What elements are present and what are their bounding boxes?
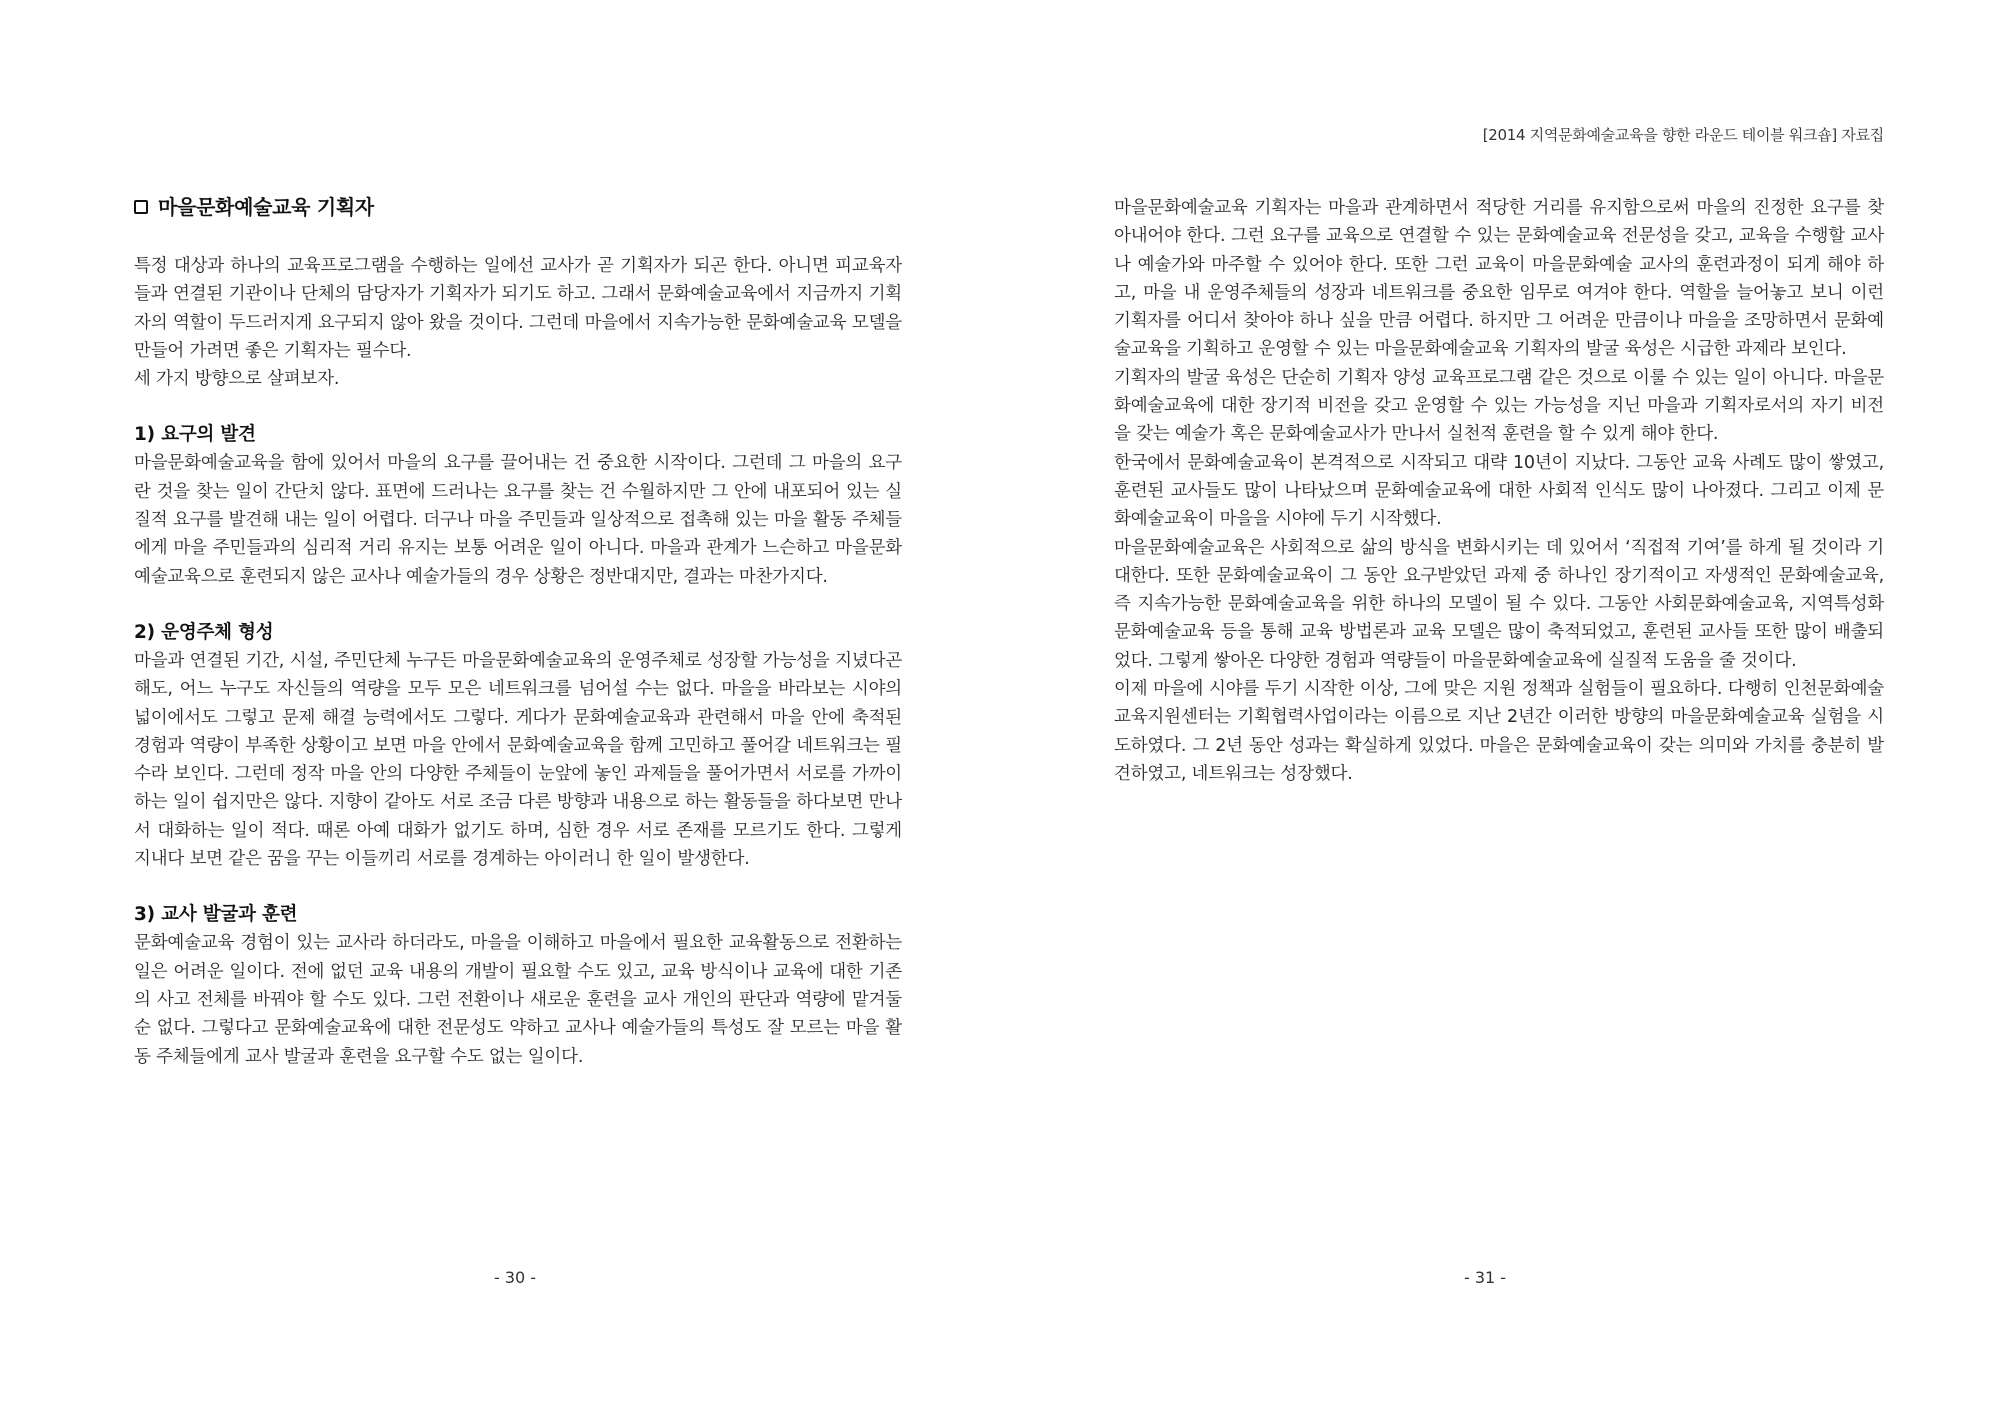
subsection-heading-demand-discovery: 1) 요구의 발견 [134, 424, 256, 446]
body-paragraph: 기획자의 발굴 육성은 단순히 기획자 양성 교육프로그램 같은 것으로 이룰 수 있는 일이 아니다. 마을문화예술교육에 대한 장기적 비전을 갖고 운영할 수 있는 가능성을 지닌 마을과 기획자로서의 자기 비전을 갖는 예술가 혹은 문화예술교사가 만나서 실천적 훈련을 할 수 있게 해야 한다. [1114, 367, 1884, 445]
intro-paragraph: 세 가지 방향으로 살펴보자. [134, 369, 340, 390]
subsection-body-demand-discovery: 마을문화예술교육을 함에 있어서 마을의 요구를 끌어내는 건 중요한 시작이다. 그런데 그 마을의 요구란 것을 찾는 일이 간단치 않다. 표면에 드러나는 요구를 찾는 건 수월하지만 그 안에 내포되어 있는 실질적 요구를 발견해 내는 일이 어렵다. 더구나 마을 주민들과 일상적으로 접촉해 있는 마을 활동 주체들에게 마을 주민들과의 심리적 거리 유지는 보통 어려운 일이 아니다. 마을과 관계가 느슨하고 마을문화예술교육으로 훈련되지 않은 교사나 예술가들의 경우 상황은 정반대지만, 결과는 마찬가지다. [134, 453, 902, 587]
body-paragraph: 이제 마을에 시야를 두기 시작한 이상, 그에 맞은 지원 정책과 실험들이 필요하다. 다행히 인천문화예술교육지원센터는 기획협력사업이라는 이름으로 지난 2년간 이러한 방향의 마을문화예술교육 실험을 시도하였다. 그 2년 동안 성과는 확실하게 있었다. 마을은 문화예술교육이 갖는 의미와 가치를 충분히 발견하였고, 네트워크는 성장했다. [1114, 679, 1884, 784]
page-number-left: - 30 - [494, 1268, 537, 1287]
section-title [134, 194, 902, 220]
subsection-heading-operating-body: 2) 운영주체 형성 [134, 621, 274, 643]
subsection-body-operating-body: 마을과 연결된 기간, 시설, 주민단체 누구든 마을문화예술교육의 운영주체로 성장할 가능성을 지녔다곤 해도, 어느 누구도 자신들의 역량을 모두 모은 네트워크를 넘어설 수는 없다. 마을을 바라보는 시야의 넓이에서도 그렇고 문제 해결 능력에서도 그렇다. 게다가 문화예술교육과 관련해서 마을 안에 축적된 경험과 역량이 부족한 상황이고 보면 마을 안에서 문화예술교육을 함께 고민하고 풀어갈 네트워크는 필수라 보인다. 그런데 정작 마을 안의 다양한 주체들이 눈앞에 놓인 과제들을 풀어가면서 서로를 가까이 하는 일이 쉽지만은 않다. 지향이 같아도 서로 조금 다른 방향과 내용으로 하는 활동들을 하다보면 만나서 대화하는 일이 적다. 때론 아예 대화가 없기도 하며, 심한 경우 서로 존재를 모르기도 한다. 그렇게 지내다 보면 같은 꿈을 꾸는 이들끼리 서로를 경계하는 아이러니 한 일이 발생한다. [134, 650, 902, 870]
body-paragraph: 마을문화예술교육은 사회적으로 삶의 방식을 변화시키는 데 있어서 ‘직접적 기여’를 하게 될 것이라 기대한다. 또한 문화예술교육이 그 동안 요구받았던 과제 중 하나인 장기적이고 자생적인 문화예술교육, 즉 지속가능한 문화예술교육을 위한 하나의 모델이 될 수 있다. 그동안 사회문화예술교육, 지역특성화 문화예술교육 등을 통해 교육 방법론과 교육 모델은 많이 축적되었고, 훈련된 교사들 또한 많이 배출되었다. 그렇게 쌓아온 다양한 경험과 역량들이 마을문화예술교육에 실질적 도움을 줄 것이다. [1114, 537, 1884, 671]
subsection-heading-teacher-training: 3) 교사 발굴과 훈련 [134, 904, 298, 926]
section-title-text: 마을문화예술교육 기획자 [158, 195, 374, 219]
body-paragraph: 한국에서 문화예술교육이 본격적으로 시작되고 대략 10년이 지났다. 그동안 교육 사례도 많이 쌓였고, 훈련된 교사들도 많이 나타났으며 문화예술교육에 대한 사회적 인식도 많이 나아졌다. 그리고 이제 문화예술교육이 마을을 시야에 두기 시작했다. [1114, 452, 1884, 530]
checkbox-icon [134, 200, 148, 214]
subsection-body-teacher-training: 문화예술교육 경험이 있는 교사라 하더라도, 마을을 이해하고 마을에서 필요한 교육활동으로 전환하는 일은 어려운 일이다. 전에 없던 교육 내용의 개발이 필요할 수도 있고, 교육 방식이나 교육에 대한 기존의 사고 전체를 바꿔야 할 수도 있다. 그런 전환이나 새로운 훈련을 교사 개인의 판단과 역량에 맡겨둘 순 없다. 그렇다고 문화예술교육에 대한 전문성도 약하고 교사나 예술가들의 특성도 잘 모르는 마을 활동 주체들에게 교사 발굴과 훈련을 요구할 수도 없는 일이다. [134, 933, 902, 1067]
left-column [134, 194, 902, 1071]
right-column [1114, 194, 1884, 788]
page-number-right: - 31 - [1464, 1268, 1507, 1287]
running-header: [2014 지역문화예술교육을 향한 라운드 테이블 워크숍] 자료집 [1482, 126, 1884, 144]
right-page [1000, 0, 2000, 1413]
intro-paragraph: 특정 대상과 하나의 교육프로그램을 수행하는 일에선 교사가 곧 기획자가 되곤 한다. 아니면 피교육자들과 연결된 기관이나 단체의 담당자가 기획자가 되기도 하고. 그래서 문화예술교육에서 지금까지 기획자의 역할이 두드러지게 요구되지 않아 왔을 것이다. 그런데 마을에서 지속가능한 문화예술교육 모델을 만들어 가려면 좋은 기획자는 필수다. [134, 256, 902, 361]
body-paragraph: 마을문화예술교육 기획자는 마을과 관계하면서 적당한 거리를 유지함으로써 마을의 진정한 요구를 찾아내어야 한다. 그런 요구를 교육으로 연결할 수 있는 문화예술교육 전문성을 갖고, 교육을 수행할 교사나 예술가와 마주할 수 있어야 한다. 또한 그런 교육이 마을문화예술 교사의 훈련과정이 되게 해야 하고, 마을 내 운영주체들의 성장과 네트워크를 중요한 임무로 여겨야 한다. 역할을 늘어놓고 보니 이런 기획자를 어디서 찾아야 하나 싶을 만큼 어렵다. 하지만 그 어려운 만큼이나 마을을 조망하면서 문화예술교육을 기획하고 운영할 수 있는 마을문화예술교육 기획자의 발굴 육성은 시급한 과제라 보인다. [1114, 198, 1884, 360]
